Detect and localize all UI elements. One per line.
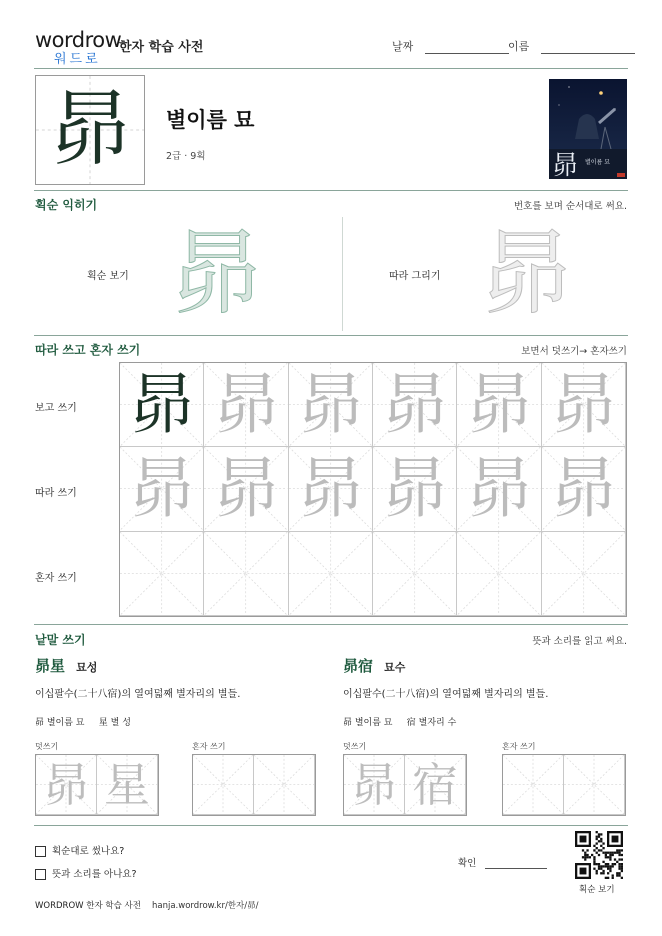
stroke-view-label: 획순 보기 <box>87 271 129 282</box>
date-line[interactable] <box>425 41 509 54</box>
trace-cell[interactable] <box>373 447 457 531</box>
word-solo-cell[interactable] <box>564 755 625 815</box>
page-title: 한자 학습 사전 <box>119 40 204 55</box>
cell-guide-lines <box>120 532 203 615</box>
poster-caption: 별이름 묘 <box>585 159 611 166</box>
cell-char: 昴 <box>43 757 89 812</box>
model-cell[interactable] <box>120 363 204 447</box>
qr-caption: 획순 보기 <box>579 885 615 895</box>
trace-cell[interactable] <box>542 363 626 447</box>
divider <box>34 68 628 69</box>
footer-brand: WORDROW 한자 학습 사전 <box>35 901 141 911</box>
stroke-order-diagram <box>168 222 264 326</box>
word-trace-cell[interactable] <box>344 755 405 815</box>
word-entry-2 <box>343 655 405 676</box>
word-definition: 이십팔수(二十八宿)의 열여덟째 별자리의 별들. <box>343 689 549 700</box>
word-solo-cell[interactable] <box>503 755 564 815</box>
cell-char: 昴 <box>212 449 279 527</box>
cell-char: 昴 <box>465 365 532 443</box>
word-gloss: 昴 별이름 묘 星 별 성 <box>35 718 131 728</box>
stroke-trace-label: 따라 그리기 <box>389 271 441 282</box>
word-solo-cell[interactable] <box>193 755 254 815</box>
word-trace-label: 덧쓰기 <box>35 742 59 751</box>
stroke-trace-char: 昴 <box>479 220 572 327</box>
word-hanja: 昴宿 <box>343 657 374 675</box>
cell-guide-lines <box>254 755 314 814</box>
hero-meta: 2급 · 9획 <box>166 151 206 162</box>
confirm-field[interactable] <box>458 855 547 869</box>
cell-guide-lines <box>457 532 540 615</box>
word-solo-cell[interactable] <box>254 755 315 815</box>
hero-meaning: 별이름 묘 <box>166 108 255 132</box>
divider <box>34 624 628 625</box>
date-label: 날짜 <box>392 40 414 53</box>
cell-char: 昴 <box>351 757 397 812</box>
word-solo-label: 혼자 쓰기 <box>192 742 226 751</box>
cell-char: 昴 <box>465 449 532 527</box>
cell-guide-lines <box>193 755 253 814</box>
cell-char: 昴 <box>128 449 195 527</box>
cell-char: 昴 <box>297 449 364 527</box>
practice-section-note: 보면서 덧쓰기→ 혼자쓰기 <box>521 346 627 357</box>
trace-cell[interactable] <box>373 363 457 447</box>
trace-cell[interactable] <box>457 447 541 531</box>
hero-char: 昴 <box>48 82 131 177</box>
word-trace-boxes[interactable] <box>35 754 159 816</box>
checklist-text: 획순대로 썼나요? <box>52 846 125 857</box>
cell-guide-lines <box>204 532 287 615</box>
word-trace-cell[interactable] <box>36 755 97 815</box>
divider <box>34 825 628 826</box>
cell-char: 星 <box>104 757 150 812</box>
confirm-label: 확인 <box>458 858 477 869</box>
word-reading: 묘성 <box>76 661 98 674</box>
word-trace-cell[interactable] <box>405 755 466 815</box>
word-gloss: 昴 별이름 묘 宿 별자리 수 <box>343 718 457 728</box>
word-trace-label: 덧쓰기 <box>343 742 367 751</box>
cell-guide-lines <box>564 755 624 814</box>
hero-char-box <box>35 75 145 185</box>
word-reading: 묘수 <box>384 661 406 674</box>
cell-guide-lines <box>289 532 372 615</box>
practice-section-title: 따라 쓰고 혼자 쓰기 <box>35 343 141 357</box>
word-definition: 이십팔수(二十八宿)의 열여덟째 별자리의 별들. <box>35 689 241 700</box>
trace-cell[interactable] <box>289 363 373 447</box>
trace-cell[interactable] <box>542 447 626 531</box>
word-entry-1 <box>35 655 97 676</box>
cell-char: 昴 <box>212 365 279 443</box>
solo-cell[interactable] <box>289 532 373 616</box>
solo-cell[interactable] <box>457 532 541 616</box>
solo-cell[interactable] <box>204 532 288 616</box>
trace-cell[interactable] <box>120 447 204 531</box>
word-hanja: 昴星 <box>35 657 66 675</box>
cell-guide-lines <box>373 532 456 615</box>
footer-url[interactable]: hanja.wordrow.kr/한자/昴/ <box>152 901 259 911</box>
cell-char: 宿 <box>412 757 458 812</box>
checklist-text: 뜻과 소리를 아나요? <box>52 869 137 880</box>
checkbox[interactable] <box>35 846 46 857</box>
cell-guide-lines <box>503 755 563 814</box>
name-label: 이름 <box>508 40 530 53</box>
word-trace-cell[interactable] <box>97 755 158 815</box>
cell-char: 昴 <box>128 365 195 443</box>
word-solo-label: 혼자 쓰기 <box>502 742 536 751</box>
row-label-trace: 따라 쓰기 <box>35 488 77 499</box>
checklist-item-meaning[interactable] <box>35 866 137 880</box>
stroke-trace-diagram[interactable] <box>478 222 574 326</box>
trace-cell[interactable] <box>289 447 373 531</box>
practice-grid[interactable] <box>119 362 627 617</box>
name-field[interactable] <box>508 38 635 54</box>
divider <box>34 335 628 336</box>
cell-char: 昴 <box>297 365 364 443</box>
checkbox[interactable] <box>35 869 46 880</box>
vertical-divider <box>342 217 343 331</box>
date-field[interactable] <box>392 38 509 54</box>
word-solo-boxes[interactable] <box>192 754 316 816</box>
cell-guide-lines <box>542 532 625 615</box>
stroke-section-title: 획순 익히기 <box>35 198 98 212</box>
name-line[interactable] <box>541 41 635 54</box>
trace-cell[interactable] <box>204 363 288 447</box>
cell-char: 昴 <box>550 365 617 443</box>
qr-code-graphic <box>575 831 623 879</box>
divider <box>34 190 628 191</box>
brand-hangul: 워드로 <box>54 52 101 67</box>
poster-char: 昴 <box>552 151 579 179</box>
cell-char: 昴 <box>381 365 448 443</box>
trace-cell[interactable] <box>204 447 288 531</box>
qr-code[interactable] <box>575 831 623 879</box>
stroke-section-note: 번호를 보며 순서대로 써요. <box>513 201 627 212</box>
row-label-watch: 보고 쓰기 <box>35 403 77 414</box>
confirm-line[interactable] <box>485 856 547 869</box>
solo-cell[interactable] <box>373 532 457 616</box>
stroke-order-char: 昴 <box>169 220 262 327</box>
word-trace-boxes[interactable] <box>343 754 467 816</box>
cell-char: 昴 <box>381 449 448 527</box>
solo-cell[interactable] <box>120 532 204 616</box>
solo-cell[interactable] <box>542 532 626 616</box>
cell-char: 昴 <box>550 449 617 527</box>
words-section-title: 낱말 쓰기 <box>35 633 86 647</box>
word-solo-boxes[interactable] <box>502 754 626 816</box>
poster-image <box>549 79 627 179</box>
trace-cell[interactable] <box>457 363 541 447</box>
words-section-note: 뜻과 소리를 읽고 써요. <box>532 636 627 647</box>
brand-word: wordrow <box>35 28 122 52</box>
checklist-item-stroke[interactable] <box>35 843 124 857</box>
row-label-solo: 혼자 쓰기 <box>35 573 77 584</box>
